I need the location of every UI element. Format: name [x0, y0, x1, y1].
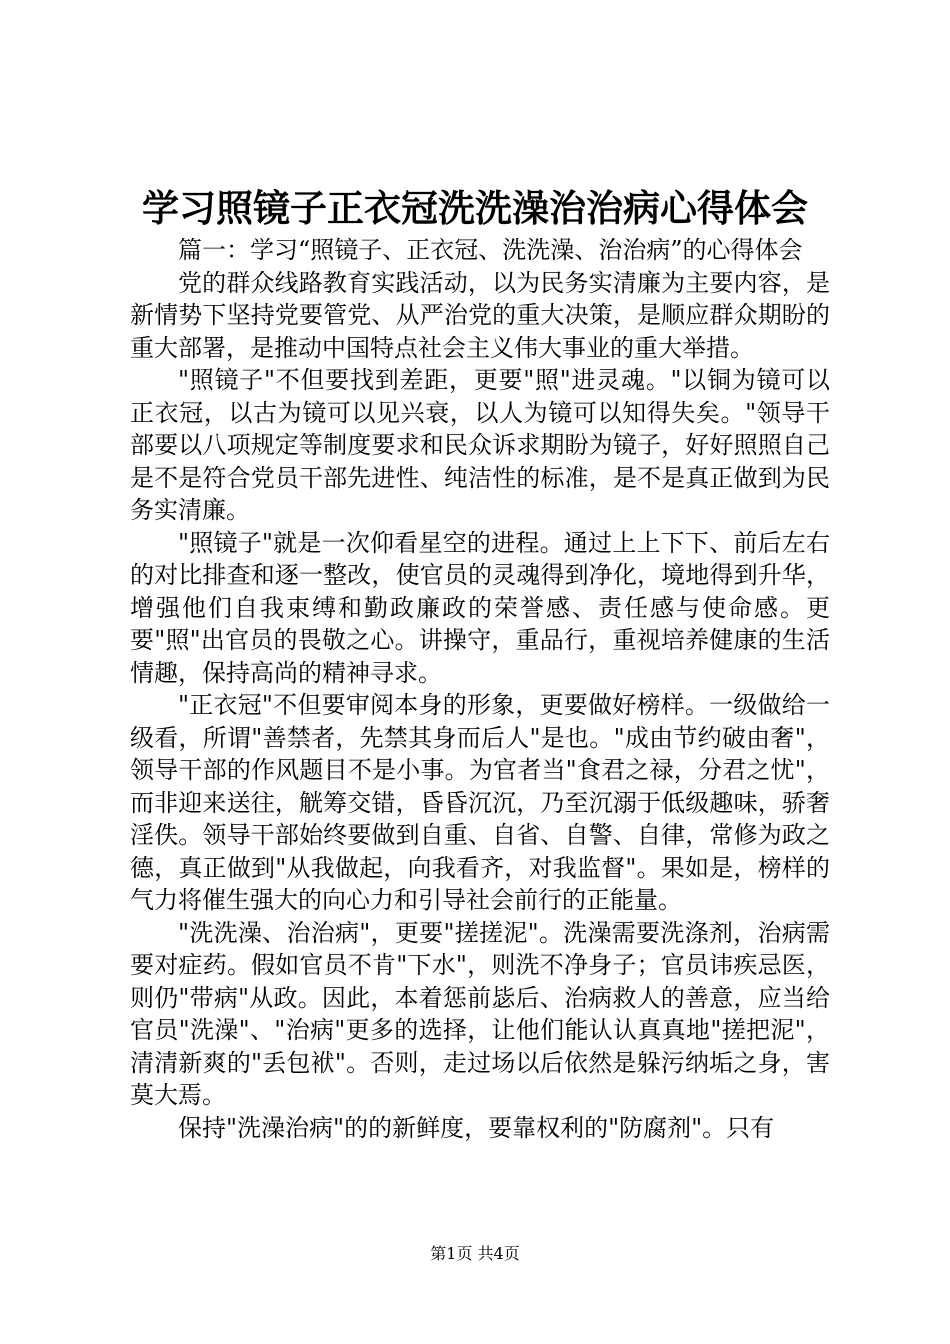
paragraph: "照镜子"就是一次仰看星空的进程。通过上上下下、前后左右的对比排查和逐一整改，使官员的灵魂得到净化，境地得到升华，增强他们自我束缚和勤政廉政的荣誉感、责任感与使命感。更要"照"出官员的畏敬之心。讲操守，重品行，重视培养健康的生活情趣，保持高尚的精神寻求。	[130, 528, 830, 687]
paragraph: 篇一：学习“照镜子、正衣冠、洗洗澡、治治病”的心得体会	[178, 236, 803, 264]
document-body	[130, 234, 830, 1144]
paragraph: "照镜子"不但要找到差距，更要"照"进灵魂。"以铜为镜可以正衣冠，以古为镜可以见兴衰，以人为镜可以知得失矣。"领导干部要以八项规定等制度要求和民众诉求期盼为镜子，好好照照自己是不是符合党员干部先进性、纯洁性的标准，是不是真正做到为民务实清廉。	[130, 366, 830, 524]
page-number: 第1页 共4页	[430, 1244, 520, 1263]
paragraph: "洗洗澡、治治病"，更要"搓搓泥"。洗澡需要洗涤剂，治病需要对症药。假如官员不肯"下水"，则洗不净身子；官员讳疾忌医，则仍"带病"从政。因此，本着惩前毖后、治病救人的善意，应当给官员"洗澡"、"治病"更多的选择，让他们能认认真真地"搓把泥"，清清新爽的"丢包袱"。否则，走过场以后依然是躲污纳垢之身，害莫大焉。	[130, 918, 830, 1109]
page-footer	[0, 1243, 950, 1265]
document-title: 学习照镜子正衣冠洗洗澡治治病心得体会	[142, 186, 808, 230]
paragraph: 党的群众线路教育实践活动，以为民务实清廉为主要内容，是新情势下坚持党要管党、从严治党的重大决策，是顺应群众期盼的重大部署，是推动中国特点社会主义伟大事业的重大举措。	[130, 268, 830, 362]
paragraph: "正衣冠"不但要审阅本身的形象，更要做好榜样。一级做给一级看，所谓"善禁者，先禁其身而后人"是也。"成由节约破由奢"，领导干部的作风题目不是小事。为官者当"食君之禄，分君之忧"，而非迎来送往，觥筹交错，昏昏沉沉，乃至沉溺于低级趣味，骄奢淫佚。领导干部始终要做到自重、自省、自警、自律，常修为政之德，真正做到"从我做起，向我看齐，对我监督"。果如是，榜样的气力将催生强大的向心力和引导社会前行的正能量。	[130, 691, 830, 914]
paragraph: 保持"洗澡治病"的的新鲜度，要靠权利的"防腐剂"。只有	[178, 1113, 775, 1142]
